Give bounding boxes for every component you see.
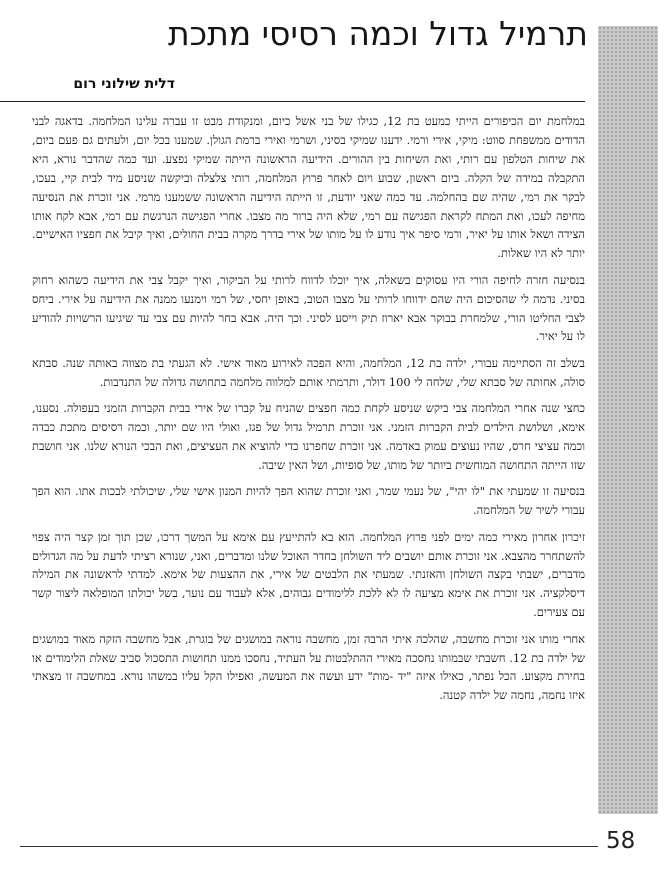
paragraph: בשלב זה הסתיימה עבורי, ילדה בת 12, המלחמה, והיא הפכה לאירוע מאוד אישי. לא הגעתי בת מצווה באותה שנה. סבתא סולה, אחותה של סבתא שלי, שלחה לי 100 דולר, ותרמתי אותם למלווה מלחמה בתחושה גדולה של התנדבות. — [32, 355, 585, 389]
paragraph: בנסיעה זו שמעתי את "לו יהי", של נעמי שמר, ואני זוכרת שהוא הפך להיות המנון אישי שלי, שיכולתי לבכות אתו. הוא הפך עבורי לשיר של המלחמה. — [32, 484, 585, 518]
paragraph: כחצי שנה אחרי המלחמה צבי ביקש שניסע לקחת כמה חפצים שהניח על קברו של אירי בבית הקברות הזמני בעפולה. נסענו, אימא, ושלושת הילדים לבית הקברות הזמני. אני זוכרת תרמיל גדול של פגז, ואולי היו שם יותר, וכמה רסיסים מתכת כבדה וכמה עציצי חרס, שהיו נעוצים עמוק באדמה. אני זוכרת שחפרנו כדי להוציא את העציצים, ואת הבכי הנורא שלנו. אני חושבת שזו הייתה התחושה המוחשית ביותר של מותו, של סופיות, ושל האין שיבה. — [32, 401, 585, 472]
gray-sidebar-strip — [598, 26, 658, 814]
page-number: 58 — [606, 828, 636, 854]
author-name: דלית שילוני רום — [73, 76, 175, 92]
article-title: תרמיל גדול וכמה רסיסי מתכת — [167, 14, 588, 53]
author-divider — [0, 101, 585, 102]
article-body — [32, 112, 585, 713]
paragraph: אחרי מותו אני זוכרת מחשבה, שהלכה איתי הרבה זמן, מחשבה נוראה במושגים של בוגרת, אבל מחשבה הזקה מאוד במושגים של ילדה בת 12. חשבתי שבמותו נחסכה מאירי ההתלבטות על העתיד, נחסכו ממנו תחושות התסכול סביב שאלת הלימודים או בחירת מקצוע. הכל נפתר, כאילו איזה "יד -מות" ידע ועשה את המעשה, ואפילו הקל עליו במשהו נורא. במחשבה זו מצאתי איזו נחמה, נחמה של ילדה קטנה. — [32, 631, 585, 703]
paragraph: בנסיעה חזרה לחיפה הורי היו עסוקים בשאלה, איך יוכלו לדווח לרותי על הביקור, ואיך יקבל צבי את הידיעה כשהוא רחוק בסיני. נדמה לי שהסיכום היה שהם ידווחו לרותי על מצבו הטוב, באופן יחסי, של רמי וימנעו ממנה את הידיעה על אירי. ביחס לצבי החליטו הורי, שלמחרת בבוקר אבא יארוז תיק וייסע לסיני. וכך היה. אבא בחר להיות עם צבי עד שיגיעו הרשויות להודיע לו על יאיר. — [32, 272, 585, 344]
paragraph: זיכרון אחרון מאירי כמה ימים לפני פרוץ המלחמה. הוא בא להתייעץ עם אימא על המשך דרכו, שכן תוך זמן קצר היה צפוי להשתחרר מהצבא. אני זוכרת אותם יושבים ליד השולחן בחדר האוכל שלנו ומדברים, ואני, שנורא רציתי לדעת על מה הגדולים מדברים, ישבתי בקצה השולחן והאזנתי. שמעתי את הלבטים של אירי, את ההצעות של אימא. למדתי לראשונה את המילה דיסלקציה. אני זוכרת את אימא מציעה לו לא ללכת ללימודים גבוהים, אלא לעבוד עם נוער, בשל יכולתו המופלאה ליצור קשר עם צעירים. — [32, 529, 585, 620]
footer-divider — [20, 846, 598, 847]
paragraph: במלחמת יום הכיפורים הייתי כמעט בת 12, כגילו של בני אשל כיום, ומנקודת מבט זו עברה עלינו המלחמה. בדאגה לבני הדודים ממשפחת סווט: מיקי, אירי ורמי. ידענו שמיקי בסיני, ושרמי ואירי ברמת הגולן. שמענו בכל יום, ולעתים גם פעם ביום, את שיחות הטלפון עם רותי, ואת השיחות בין ההורים. הידיעה הראשונה הייתה שמיקי נפצע. ועד כמה שהדבר נורא, היא התקבלה במידה של הקלה. ביום ראשון, שבוע ויום לאחר פרוץ המלחמה, רותי צלצלה וביקשה שניסע מיד לבית קיי, בעכו, לבקר את רמי, שהיה שם בהחלמה. עד כמה שאני יודעת, זו הייתה הידיעה הראשונה ששמענו מרמי. אני זוכרת את הנסיעה מחיפה לעכו, ואת המתח לקראת הפגישה עם רמי, שלא היה ברור מה מצבו. אחרי הפגישה הנרגשת עם רמי, אבא לקח אותו הצידה ושאל אותו על יאיר, ורמי סיפר איך נודע לו על מותו של אירי בדרך מקרה בבית החולים, ואיך קיבל את חפציו האישיים. יותר לא היו שאלות. — [32, 114, 585, 261]
